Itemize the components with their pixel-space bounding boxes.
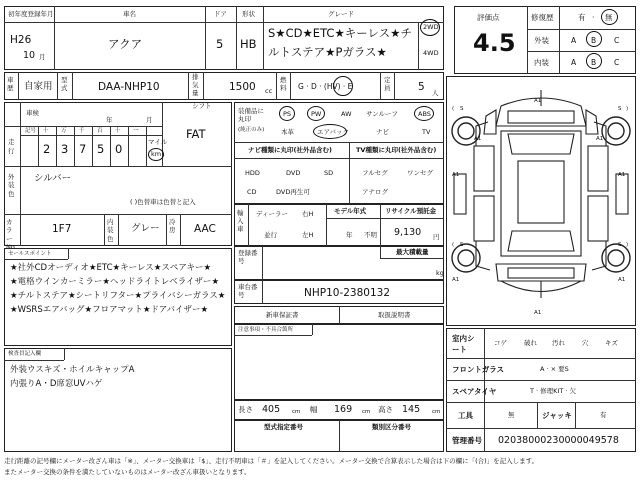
equipment-sub: (純正のみ) xyxy=(238,127,265,133)
category-label: 類別区分番号 xyxy=(372,423,411,431)
type-cert-label: 型式指定番号 xyxy=(264,423,303,431)
model-name: アクア xyxy=(108,37,143,51)
mileage-digit-header: 十 xyxy=(43,128,49,134)
mileage-digit: 5 xyxy=(97,142,105,156)
wheel-label-rl: ( xyxy=(452,242,455,248)
ac-value: AAC xyxy=(194,223,216,235)
doors-value: 5 xyxy=(216,37,224,51)
equip-aw: AW xyxy=(341,110,352,118)
sales-points-label: セールスポイント xyxy=(8,251,52,257)
cert-label: 登録番号 xyxy=(238,249,258,265)
interior-grade-c: C xyxy=(614,58,620,67)
registration-frame xyxy=(4,72,444,100)
mark-right-front: A1 xyxy=(596,136,604,142)
interior-grade-a: A xyxy=(571,58,577,67)
doc-manual: 取扱説明書 xyxy=(378,311,411,319)
windshield-label: フロントガラス xyxy=(452,365,505,374)
nav-hdd: HDD xyxy=(245,169,260,177)
interior-label: 内装 xyxy=(534,58,549,67)
equipment-label: 装備品に丸印 xyxy=(238,107,264,123)
jack-label: ジャッキ xyxy=(542,411,572,420)
inspector-label: 検査員記入欄 xyxy=(8,351,42,357)
color-no-value: 1F7 xyxy=(52,223,72,235)
footer-note-1: 走行距離の記号欄にメーター改ざん車は「※」、メーター交換車は「$」、走行不明車は「＃」を記入してください。メーター交換で合算表示した場合は下の欄に「(合)」を記入します。 xyxy=(4,457,539,465)
color-note: ( )色替車は色替と記入 xyxy=(130,198,196,206)
seat-opt-burn: コゲ xyxy=(494,339,507,347)
type-label: 型式 xyxy=(61,76,68,93)
capacity-unit: 人 xyxy=(432,89,439,97)
mark-left-rear: A1 xyxy=(452,277,460,283)
inspector-note-1: 外装ウスキズ・ホイルキャップA xyxy=(10,365,135,375)
equip-pw: PW xyxy=(311,110,322,118)
capacity-label: 定員 xyxy=(384,76,391,93)
model-year-label: モデル年式 xyxy=(334,207,367,215)
mileage-digit-header: 一 xyxy=(133,128,139,134)
equip-ps: PS xyxy=(283,110,292,118)
first-reg-label: 初年度登録年月 xyxy=(8,10,54,18)
use-value: 自家用 xyxy=(24,81,53,92)
width-value: 169 xyxy=(334,404,353,415)
import-left-hand: 左H xyxy=(302,231,314,239)
height-label: 高さ xyxy=(378,405,393,414)
recycle-yen: 円 xyxy=(433,233,440,241)
spare-tire-label: スペアタイヤ xyxy=(452,387,497,396)
mark-left-wheel-front: A1 xyxy=(452,172,460,178)
grade-label: グレード xyxy=(328,10,354,18)
drive-4wd: 4WD xyxy=(423,49,439,57)
model-year-value: 不明 xyxy=(364,231,377,239)
color-label: 外装色 xyxy=(8,173,15,198)
interior-color-value: グレー xyxy=(131,223,160,234)
seat-opt-dirt: 汚れ xyxy=(552,339,565,347)
tv-oneseg: ワンセグ xyxy=(407,169,433,177)
capacity-value: 5 xyxy=(418,81,425,93)
displacement-label: 排気量 xyxy=(192,73,199,97)
shape-label: 形状 xyxy=(242,10,255,18)
sales-point-2: ★電格ウインカーミラー★ヘッドライトレベライザー★ xyxy=(10,277,220,287)
color-value: シルバー xyxy=(34,173,72,184)
grade-line1: S★CD★ETC★キーレス★チ xyxy=(268,26,412,40)
interior-grade-b: B xyxy=(591,58,597,67)
first-reg-era: H26 xyxy=(10,34,32,46)
first-reg-month: 10 xyxy=(23,50,36,61)
wheel-label-rr-s: S xyxy=(618,242,622,248)
score-value: 4.5 xyxy=(473,29,516,57)
wheel-label-fl-s: S xyxy=(460,106,464,112)
inspection-month-unit: 月 xyxy=(146,116,153,124)
sales-point-4: ★WSRSエアバッグ★フロアマット★ドアバイザー★ xyxy=(10,305,209,315)
nav-dvd: DVD xyxy=(286,169,301,177)
inspection-year-unit: 年 xyxy=(106,116,113,124)
repair-label: 修復歴 xyxy=(531,13,554,22)
length-value: 405 xyxy=(262,404,281,415)
doors-label: ドア xyxy=(214,10,227,18)
seat-opt-hole: 穴 xyxy=(582,339,589,347)
equip-airbag: エアバック xyxy=(317,128,349,136)
footer-note-2: またメーター交換の条件を満たしていないものはメーター改ざん車扱いとなります。 xyxy=(4,468,251,476)
exterior-grade-a: A xyxy=(571,36,577,45)
wheel-label-fr-s: S xyxy=(618,106,622,112)
mark-left-front: A1 xyxy=(474,136,482,142)
first-reg-month-unit: 月 xyxy=(39,53,46,61)
wheel-label-fl: ( xyxy=(452,106,455,112)
sales-point-3: ★チルトステア★シートリフター★プライバシーガラス★ xyxy=(10,291,226,301)
seat-opt-tear: 破れ xyxy=(524,339,537,347)
chassis-value: NHP10-2380132 xyxy=(304,287,390,299)
mile-label: マイル xyxy=(148,138,168,146)
notes-label: 注意事項・不具合箇所 xyxy=(238,327,294,333)
equip-navi: ナビ xyxy=(376,128,389,136)
equip-abs: ABS xyxy=(418,110,431,118)
nav-cd: CD xyxy=(247,188,257,196)
model-year-year: 年 xyxy=(346,231,353,239)
windshield-value: A · × 要S xyxy=(540,365,569,373)
mileage-digit-header: 記号 xyxy=(25,128,37,134)
grade-line2: ルトステア★Pガラス★ xyxy=(268,45,387,59)
mark-front-bumper: A1 xyxy=(534,98,542,104)
nav-dvd-play: DVD再生可 xyxy=(276,188,310,196)
fuel-label: 燃料 xyxy=(280,76,287,93)
mileage-digit: 2 xyxy=(43,142,51,156)
nav-type-label: ナビ種類に丸印(社外品含む) xyxy=(248,146,332,154)
car-diagram xyxy=(446,76,636,326)
repair-yes: 有 xyxy=(578,13,586,22)
mileage-digit: 0 xyxy=(115,142,123,156)
car-outline xyxy=(454,90,628,298)
color-no-label: カラーNo. xyxy=(6,218,17,252)
repair-no: 無 xyxy=(605,13,613,22)
mileage-digit-header: 百 xyxy=(97,128,103,134)
fuel-options: G · D · (HV) · E xyxy=(298,82,353,91)
interior-color-label: 内装色 xyxy=(107,218,114,243)
mileage-digit: 3 xyxy=(61,142,69,156)
exterior-grade-b: B xyxy=(591,36,597,45)
import-parallel: 並行 xyxy=(264,231,277,239)
mileage-digit-header: 万 xyxy=(61,128,67,134)
displacement-value: 1500 xyxy=(229,81,256,93)
shape-value: HB xyxy=(240,37,257,51)
use-label: 車歴 xyxy=(7,76,14,93)
jack-value: 有 xyxy=(600,411,607,419)
mileage-digit-header: 千 xyxy=(79,128,85,134)
recycle-value: 9,130 xyxy=(394,227,422,238)
height-unit: cm xyxy=(432,409,441,415)
score-label: 評価点 xyxy=(477,13,500,22)
import-dealer: ディーラー xyxy=(256,210,288,218)
tools-value: 無 xyxy=(508,411,515,419)
shift-label: シフト xyxy=(192,102,212,110)
max-load-label: 最大積載量 xyxy=(396,248,429,256)
displacement-unit: cc xyxy=(265,87,273,95)
wheel-label-rr: ) xyxy=(626,242,629,248)
wheel-label-rl-s: S xyxy=(460,242,464,248)
mileage-label: 走行 xyxy=(8,138,15,156)
mark-right-wheel-front: A1 xyxy=(618,172,626,178)
seat-opt-scratch: キズ xyxy=(605,339,618,347)
sales-point-1: ★社外CDオーディオ★ETC★キーレス★スペアキー★ xyxy=(10,263,212,273)
ac-label: 冷房 xyxy=(169,218,176,235)
height-value: 145 xyxy=(402,404,421,415)
length-unit: cm xyxy=(292,409,301,415)
mark-right-rear: A1 xyxy=(618,277,626,283)
width-label: 幅 xyxy=(310,405,318,414)
inspector-notes-frame xyxy=(4,348,232,452)
wheel-label-fr: ) xyxy=(626,106,629,112)
width-unit: cm xyxy=(362,409,371,415)
mileage-digit: 7 xyxy=(79,142,87,156)
mileage-digit-header: 十 xyxy=(115,128,121,134)
inspector-note-2: 内張りA・D席窓UVハゲ xyxy=(10,379,103,389)
equip-sunroof: サンルーフ xyxy=(366,110,398,118)
recycle-label: リサイクル預託金 xyxy=(385,207,437,215)
exterior-grade-c: C xyxy=(614,36,620,45)
import-label: 輸入車 xyxy=(237,209,244,233)
mgmt-number-label: 管理番号 xyxy=(452,436,482,445)
interior-seat-label: 室内シート xyxy=(452,334,475,354)
tv-type-label: TV種類に丸印(社外品含む) xyxy=(356,146,437,154)
exterior-label: 外装 xyxy=(534,36,549,45)
mgmt-number-value: 02038000230000049578 xyxy=(498,435,619,446)
chassis-label: 車台番号 xyxy=(238,283,258,299)
shift-value: FAT xyxy=(186,127,206,141)
nav-sd: SD xyxy=(324,169,334,177)
tv-analog: アナログ xyxy=(362,188,388,196)
tv-fullseg: フルセグ xyxy=(362,169,388,177)
drive-2wd: 2WD xyxy=(423,23,439,31)
type-value: DAA-NHP10 xyxy=(98,81,160,93)
equip-tv: TV xyxy=(422,128,431,136)
length-label: 長さ xyxy=(238,405,253,414)
inspection-label: 車検 xyxy=(26,109,39,117)
spare-tire-value: T · 修理KIT · 欠 xyxy=(530,387,577,395)
km-label: km xyxy=(151,150,162,158)
mark-rear-bumper: A1 xyxy=(534,310,542,316)
equip-leather: 本革 xyxy=(281,128,294,136)
model-name-label: 車名 xyxy=(123,10,136,18)
max-load-unit: kg xyxy=(436,269,444,277)
tools-label: 工具 xyxy=(458,411,473,420)
import-right-hand: 右H xyxy=(302,210,314,218)
doc-new-warranty: 新車保証書 xyxy=(266,311,299,319)
